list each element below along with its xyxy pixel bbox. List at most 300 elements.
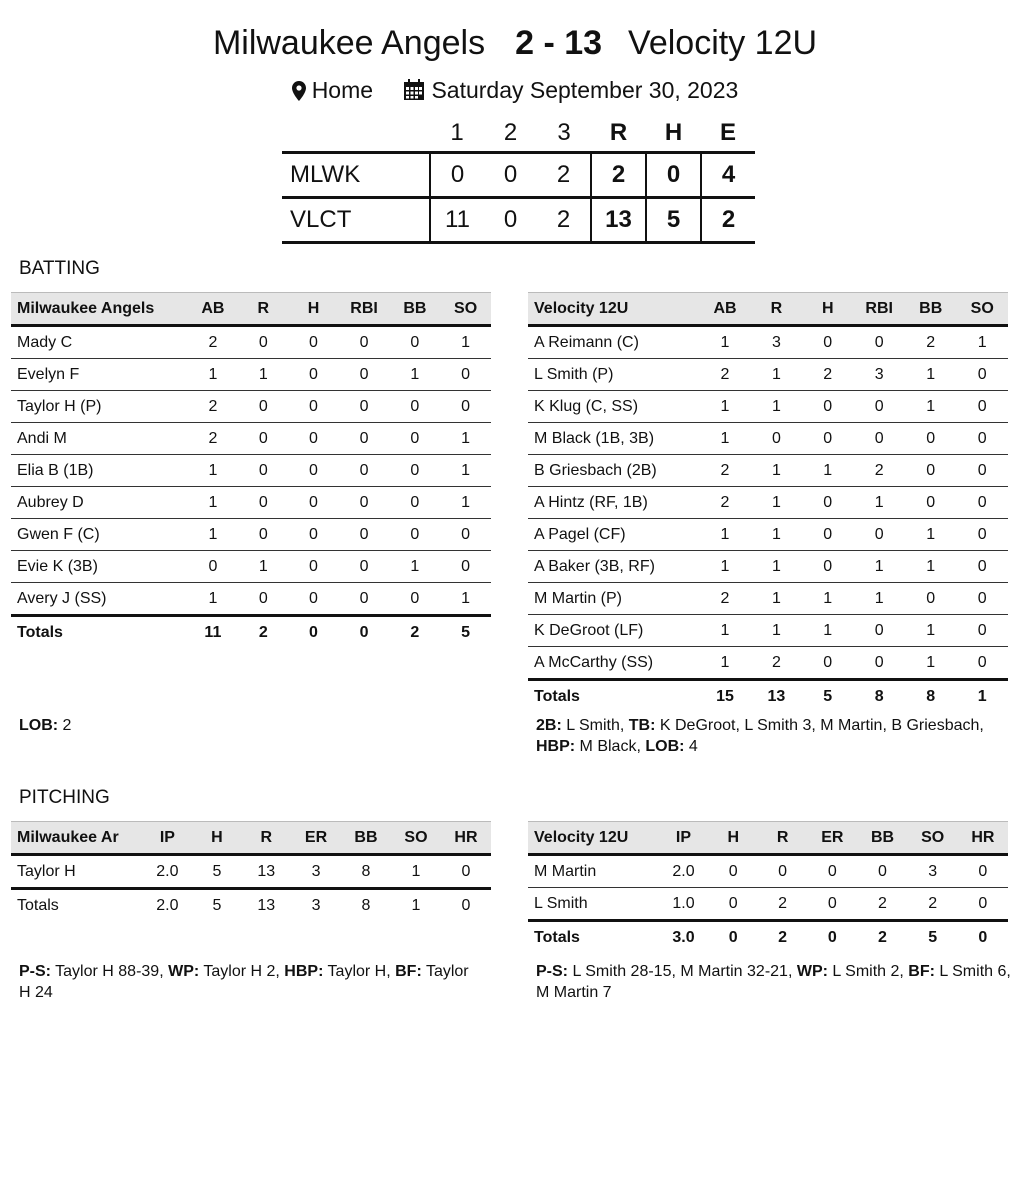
away-batting-notes	[536, 715, 996, 757]
totals-row	[528, 680, 1008, 713]
stat-cell: 0	[440, 519, 491, 551]
table-row	[11, 391, 491, 423]
stat-cell: 0	[853, 423, 905, 455]
inning-score: 0	[430, 153, 484, 198]
stat-cell: 0	[440, 551, 491, 583]
stat-cell: 0	[958, 855, 1008, 888]
stat-cell: 1	[188, 583, 239, 616]
note-text: Taylor H 2,	[199, 963, 285, 980]
team-name-header: Velocity 12U	[528, 822, 658, 855]
player-name: Elia B (1B)	[11, 455, 188, 487]
table-row	[528, 583, 1008, 615]
stat-cell: 0	[288, 583, 338, 616]
stat-cell: 1	[440, 326, 491, 359]
stat-cell: 0	[390, 583, 441, 616]
total-cell: 0	[288, 616, 338, 649]
column-header: H	[288, 293, 338, 326]
inning-header: 2	[503, 119, 518, 146]
stat-cell: 0	[807, 888, 857, 921]
stat-cell: 1	[699, 615, 750, 647]
stat-cell: 1	[699, 551, 750, 583]
stat-cell: 0	[956, 391, 1008, 423]
stat-cell: 0	[758, 855, 807, 888]
stat-cell: 0	[956, 519, 1008, 551]
stat-cell: 3	[291, 855, 341, 889]
total-cell: 8	[341, 889, 391, 922]
column-header: AB	[188, 293, 239, 326]
totals-label: Totals	[528, 680, 699, 713]
player-name: A Hintz (RF, 1B)	[528, 487, 699, 519]
team-abbrev: MLWK	[282, 153, 430, 198]
stat-cell: 1	[238, 359, 288, 391]
table-row	[11, 487, 491, 519]
player-name: M Martin (P)	[528, 583, 699, 615]
stat-cell: 0	[956, 359, 1008, 391]
column-header: SO	[391, 822, 441, 855]
column-header: H	[709, 822, 758, 855]
stat-cell: 1	[699, 647, 750, 680]
stat-cell: 0	[288, 423, 338, 455]
table-row	[11, 583, 491, 616]
note-label: HBP:	[284, 963, 324, 980]
total-cell: 8	[853, 680, 905, 713]
stat-cell: 0	[238, 519, 288, 551]
inning-score: 0	[484, 198, 537, 243]
stat-cell: 0	[288, 359, 338, 391]
team-name-header: Milwaukee Ar	[11, 822, 142, 855]
stat-cell: 0	[905, 583, 956, 615]
stat-cell: 1	[751, 487, 802, 519]
stat-cell: 1	[802, 455, 853, 487]
player-name: A Pagel (CF)	[528, 519, 699, 551]
note-label: HBP:	[536, 738, 576, 755]
inning-header: 3	[557, 119, 571, 146]
pitching-section-title: PITCHING	[19, 787, 110, 808]
stat-cell: 2	[751, 647, 802, 680]
stat-cell: 0	[802, 326, 853, 359]
stat-cell: 0	[440, 359, 491, 391]
player-name: Taylor H (P)	[11, 391, 188, 423]
linescore-row	[282, 153, 755, 198]
stat-cell: 1	[905, 615, 956, 647]
table-row	[528, 423, 1008, 455]
column-header: R	[751, 293, 802, 326]
stat-cell: 1.0	[658, 888, 708, 921]
runs-total: 2	[591, 153, 646, 198]
stat-cell: 1	[440, 423, 491, 455]
total-cell: 3.0	[658, 921, 708, 954]
note-label: WP:	[796, 963, 828, 980]
stat-cell: 0	[238, 423, 288, 455]
stat-cell: 2	[857, 888, 907, 921]
home-team-name: Milwaukee Angels	[212, 24, 486, 62]
stat-cell: 0	[390, 519, 441, 551]
stat-cell: 2	[699, 583, 750, 615]
stat-cell: 0	[288, 326, 338, 359]
totals-row	[11, 889, 491, 922]
table-header-row	[528, 293, 1008, 326]
total-cell: 15	[699, 680, 750, 713]
note-text: 4	[684, 738, 698, 755]
column-header: SO	[908, 822, 958, 855]
note-text: Taylor H,	[323, 963, 396, 980]
player-name: B Griesbach (2B)	[528, 455, 699, 487]
stat-cell: 3	[908, 855, 958, 888]
total-cell: 2	[758, 921, 807, 954]
stat-cell: 1	[188, 487, 239, 519]
stat-cell: 2	[699, 487, 750, 519]
total-cell: 5	[802, 680, 853, 713]
stat-cell: 1	[751, 551, 802, 583]
stat-cell: 2.0	[658, 855, 708, 888]
note-text: L Smith 6, M Martin 7	[536, 963, 1011, 1001]
table-header-row	[11, 822, 491, 855]
stat-cell: 0	[339, 359, 390, 391]
inning-score: 2	[537, 198, 591, 243]
note-label: LOB:	[645, 738, 685, 755]
column-header: R	[241, 822, 291, 855]
column-header: AB	[699, 293, 750, 326]
total-cell: 2	[857, 921, 907, 954]
stat-cell: 0	[390, 423, 441, 455]
total-cell: 13	[241, 889, 291, 922]
player-name: Andi M	[11, 423, 188, 455]
home-batting-notes	[19, 715, 489, 736]
stat-cell: 0	[238, 455, 288, 487]
location-label: Home	[311, 77, 374, 104]
stat-cell: 1	[905, 647, 956, 680]
totals-label: Totals	[11, 889, 142, 922]
stat-cell: 0	[188, 551, 239, 583]
linescore-table	[282, 115, 755, 244]
column-header: H	[802, 293, 853, 326]
total-cell: 3	[291, 889, 341, 922]
stat-cell: 0	[802, 391, 853, 423]
total-cell: 2	[390, 616, 441, 649]
table-row	[528, 326, 1008, 359]
stat-cell: 1	[751, 391, 802, 423]
stat-cell: 0	[441, 855, 491, 889]
stat-cell: 8	[341, 855, 391, 889]
inning-score: 2	[537, 153, 591, 198]
totals-row	[11, 616, 491, 649]
total-cell: 0	[709, 921, 758, 954]
stat-cell: 3	[751, 326, 802, 359]
note-label: WP:	[168, 963, 200, 980]
column-header: ER	[807, 822, 857, 855]
table-row	[528, 615, 1008, 647]
stat-cell: 0	[440, 391, 491, 423]
stat-cell: 2	[908, 888, 958, 921]
stat-cell: 0	[751, 423, 802, 455]
stat-cell: 2	[699, 455, 750, 487]
note-text: L Smith,	[561, 717, 629, 734]
stat-cell: 0	[905, 423, 956, 455]
note-text: L Smith 28-15, M Martin 32-21,	[568, 963, 797, 980]
stat-cell: 0	[238, 583, 288, 616]
player-name: K DeGroot (LF)	[528, 615, 699, 647]
note-text: K DeGroot, L Smith 3, M Martin, B Griesbach,	[655, 717, 984, 734]
errors-total: 4	[701, 153, 755, 198]
stat-cell: 0	[339, 423, 390, 455]
stat-cell: 0	[956, 615, 1008, 647]
total-cell: 5	[908, 921, 958, 954]
player-name: Evelyn F	[11, 359, 188, 391]
column-header: H	[192, 822, 241, 855]
inning-score: 0	[484, 153, 537, 198]
player-name: Gwen F (C)	[11, 519, 188, 551]
hits-header: H	[664, 119, 683, 146]
note-label: 2B:	[536, 717, 562, 734]
stat-cell: 0	[288, 455, 338, 487]
stat-cell: 2	[802, 359, 853, 391]
total-cell: 5	[440, 616, 491, 649]
table-row	[11, 423, 491, 455]
player-name: M Black (1B, 3B)	[528, 423, 699, 455]
player-name: Taylor H	[11, 855, 142, 889]
total-cell: 0	[958, 921, 1008, 954]
total-cell: 13	[751, 680, 802, 713]
stat-cell: 0	[956, 551, 1008, 583]
total-cell: 0	[339, 616, 390, 649]
stat-cell: 3	[853, 359, 905, 391]
note-label: BF:	[395, 963, 422, 980]
player-name: Aubrey D	[11, 487, 188, 519]
column-header: HR	[441, 822, 491, 855]
total-cell: 1	[391, 889, 441, 922]
stat-cell: 1	[751, 519, 802, 551]
stat-cell: 1	[188, 359, 239, 391]
inning-score: 11	[430, 198, 484, 243]
note-text: Taylor H 24	[19, 963, 469, 1001]
column-header: BB	[857, 822, 907, 855]
stat-cell: 0	[802, 551, 853, 583]
stat-cell: 0	[238, 326, 288, 359]
player-name: M Martin	[528, 855, 658, 888]
stat-cell: 2.0	[142, 855, 192, 889]
player-name: A Baker (3B, RF)	[528, 551, 699, 583]
note-label: P-S:	[536, 963, 568, 980]
team-abbrev: VLCT	[282, 198, 430, 243]
total-cell: 0	[441, 889, 491, 922]
stat-cell: 1	[238, 551, 288, 583]
stat-cell: 13	[241, 855, 291, 889]
stat-cell: 0	[905, 455, 956, 487]
stat-cell: 0	[339, 551, 390, 583]
game-date	[403, 77, 738, 104]
column-header: R	[758, 822, 807, 855]
column-header: BB	[341, 822, 391, 855]
total-cell: 11	[188, 616, 239, 649]
hits-total: 5	[646, 198, 701, 243]
stat-cell: 1	[699, 519, 750, 551]
stat-cell: 0	[853, 519, 905, 551]
table-row	[11, 855, 491, 889]
player-name: L Smith (P)	[528, 359, 699, 391]
date-label: Saturday September 30, 2023	[431, 77, 739, 104]
stat-cell: 0	[390, 487, 441, 519]
stat-cell: 1	[699, 391, 750, 423]
final-score: 2 - 13	[515, 24, 603, 62]
batting-section-title: BATTING	[19, 258, 100, 279]
stat-cell: 1	[440, 583, 491, 616]
column-header: IP	[658, 822, 708, 855]
location	[292, 77, 373, 104]
stat-cell: 0	[390, 326, 441, 359]
home-batting-table	[11, 292, 491, 648]
runs-header: R	[609, 119, 628, 146]
stat-cell: 0	[288, 487, 338, 519]
stat-cell: 1	[751, 359, 802, 391]
stat-cell: 1	[390, 551, 441, 583]
game-title	[0, 24, 1030, 63]
stat-cell: 1	[699, 423, 750, 455]
table-row	[528, 455, 1008, 487]
note-label: TB:	[628, 717, 656, 734]
stat-cell: 1	[751, 455, 802, 487]
table-row	[528, 551, 1008, 583]
total-cell: 8	[905, 680, 956, 713]
stat-cell: 0	[390, 455, 441, 487]
team-name-header: Velocity 12U	[528, 293, 699, 326]
column-header: RBI	[339, 293, 390, 326]
stat-cell: 1	[440, 455, 491, 487]
stat-cell: 0	[390, 391, 441, 423]
away-pitching-notes	[536, 961, 1011, 1003]
stat-cell: 0	[956, 487, 1008, 519]
stat-cell: 0	[288, 519, 338, 551]
stat-cell: 0	[709, 888, 758, 921]
totals-label: Totals	[11, 616, 188, 649]
note-label: BF:	[908, 963, 935, 980]
stat-cell: 2	[699, 359, 750, 391]
column-header: HR	[958, 822, 1008, 855]
stat-cell: 0	[339, 391, 390, 423]
table-row	[11, 359, 491, 391]
stat-cell: 0	[853, 615, 905, 647]
stat-cell: 0	[339, 519, 390, 551]
totals-row	[528, 921, 1008, 954]
total-cell: 5	[192, 889, 241, 922]
stat-cell: 5	[192, 855, 241, 889]
table-row	[528, 647, 1008, 680]
map-pin-icon	[292, 81, 306, 101]
stat-cell: 2	[853, 455, 905, 487]
total-cell: 2	[238, 616, 288, 649]
inning-header: 1	[450, 119, 464, 146]
note-text: M Black,	[575, 738, 646, 755]
player-name: L Smith	[528, 888, 658, 921]
stat-cell: 0	[853, 391, 905, 423]
player-name: A Reimann (C)	[528, 326, 699, 359]
player-name: A McCarthy (SS)	[528, 647, 699, 680]
stat-cell: 0	[857, 855, 907, 888]
table-row	[11, 519, 491, 551]
stat-cell: 1	[802, 615, 853, 647]
total-cell: 0	[807, 921, 857, 954]
hits-total: 0	[646, 153, 701, 198]
stat-cell: 0	[238, 487, 288, 519]
game-meta	[0, 76, 1030, 104]
stat-cell: 1	[853, 487, 905, 519]
column-header: SO	[440, 293, 491, 326]
stat-cell: 0	[956, 647, 1008, 680]
stat-cell: 0	[339, 455, 390, 487]
away-team-name: Velocity 12U	[628, 24, 818, 62]
stat-cell: 0	[956, 423, 1008, 455]
column-header: ER	[291, 822, 341, 855]
stat-cell: 1	[802, 583, 853, 615]
note-label: P-S:	[19, 963, 51, 980]
stat-cell: 0	[339, 487, 390, 519]
stat-cell: 0	[238, 391, 288, 423]
note-text: 2	[58, 717, 72, 734]
note-label: LOB:	[19, 717, 59, 734]
table-row	[11, 551, 491, 583]
stat-cell: 2	[188, 326, 239, 359]
team-name-header: Milwaukee Angels	[11, 293, 188, 326]
stat-cell: 1	[390, 359, 441, 391]
stat-cell: 0	[802, 487, 853, 519]
stat-cell: 1	[905, 359, 956, 391]
table-row	[11, 455, 491, 487]
away-pitching-table	[528, 821, 1008, 953]
stat-cell: 2	[905, 326, 956, 359]
stat-cell: 0	[339, 326, 390, 359]
column-header: IP	[142, 822, 192, 855]
stat-cell: 1	[188, 519, 239, 551]
total-cell: 1	[956, 680, 1008, 713]
column-header: BB	[905, 293, 956, 326]
home-pitching-table	[11, 821, 491, 921]
table-row	[528, 519, 1008, 551]
stat-cell: 0	[709, 855, 758, 888]
stat-cell: 1	[751, 583, 802, 615]
stat-cell: 1	[853, 583, 905, 615]
home-pitching-notes	[19, 961, 479, 1003]
player-name: Avery J (SS)	[11, 583, 188, 616]
total-cell: 2.0	[142, 889, 192, 922]
stat-cell: 2	[758, 888, 807, 921]
linescore-row	[282, 198, 755, 243]
stat-cell: 0	[802, 423, 853, 455]
stat-cell: 0	[958, 888, 1008, 921]
stat-cell: 1	[440, 487, 491, 519]
column-header: RBI	[853, 293, 905, 326]
stat-cell: 1	[905, 519, 956, 551]
table-row	[528, 391, 1008, 423]
table-row	[528, 359, 1008, 391]
stat-cell: 0	[905, 487, 956, 519]
table-row	[528, 888, 1008, 921]
stat-cell: 0	[802, 647, 853, 680]
linescore-header	[282, 115, 755, 153]
errors-header: E	[719, 119, 736, 146]
stat-cell: 0	[853, 326, 905, 359]
stat-cell: 0	[853, 647, 905, 680]
column-header: BB	[390, 293, 441, 326]
player-name: K Klug (C, SS)	[528, 391, 699, 423]
note-text: Taylor H 88-39,	[51, 963, 169, 980]
stat-cell: 1	[853, 551, 905, 583]
table-row	[528, 855, 1008, 888]
stat-cell: 0	[956, 583, 1008, 615]
table-header-row	[528, 822, 1008, 855]
stat-cell: 1	[905, 551, 956, 583]
note-text: L Smith 2,	[827, 963, 909, 980]
stat-cell: 1	[188, 455, 239, 487]
stat-cell: 0	[802, 519, 853, 551]
